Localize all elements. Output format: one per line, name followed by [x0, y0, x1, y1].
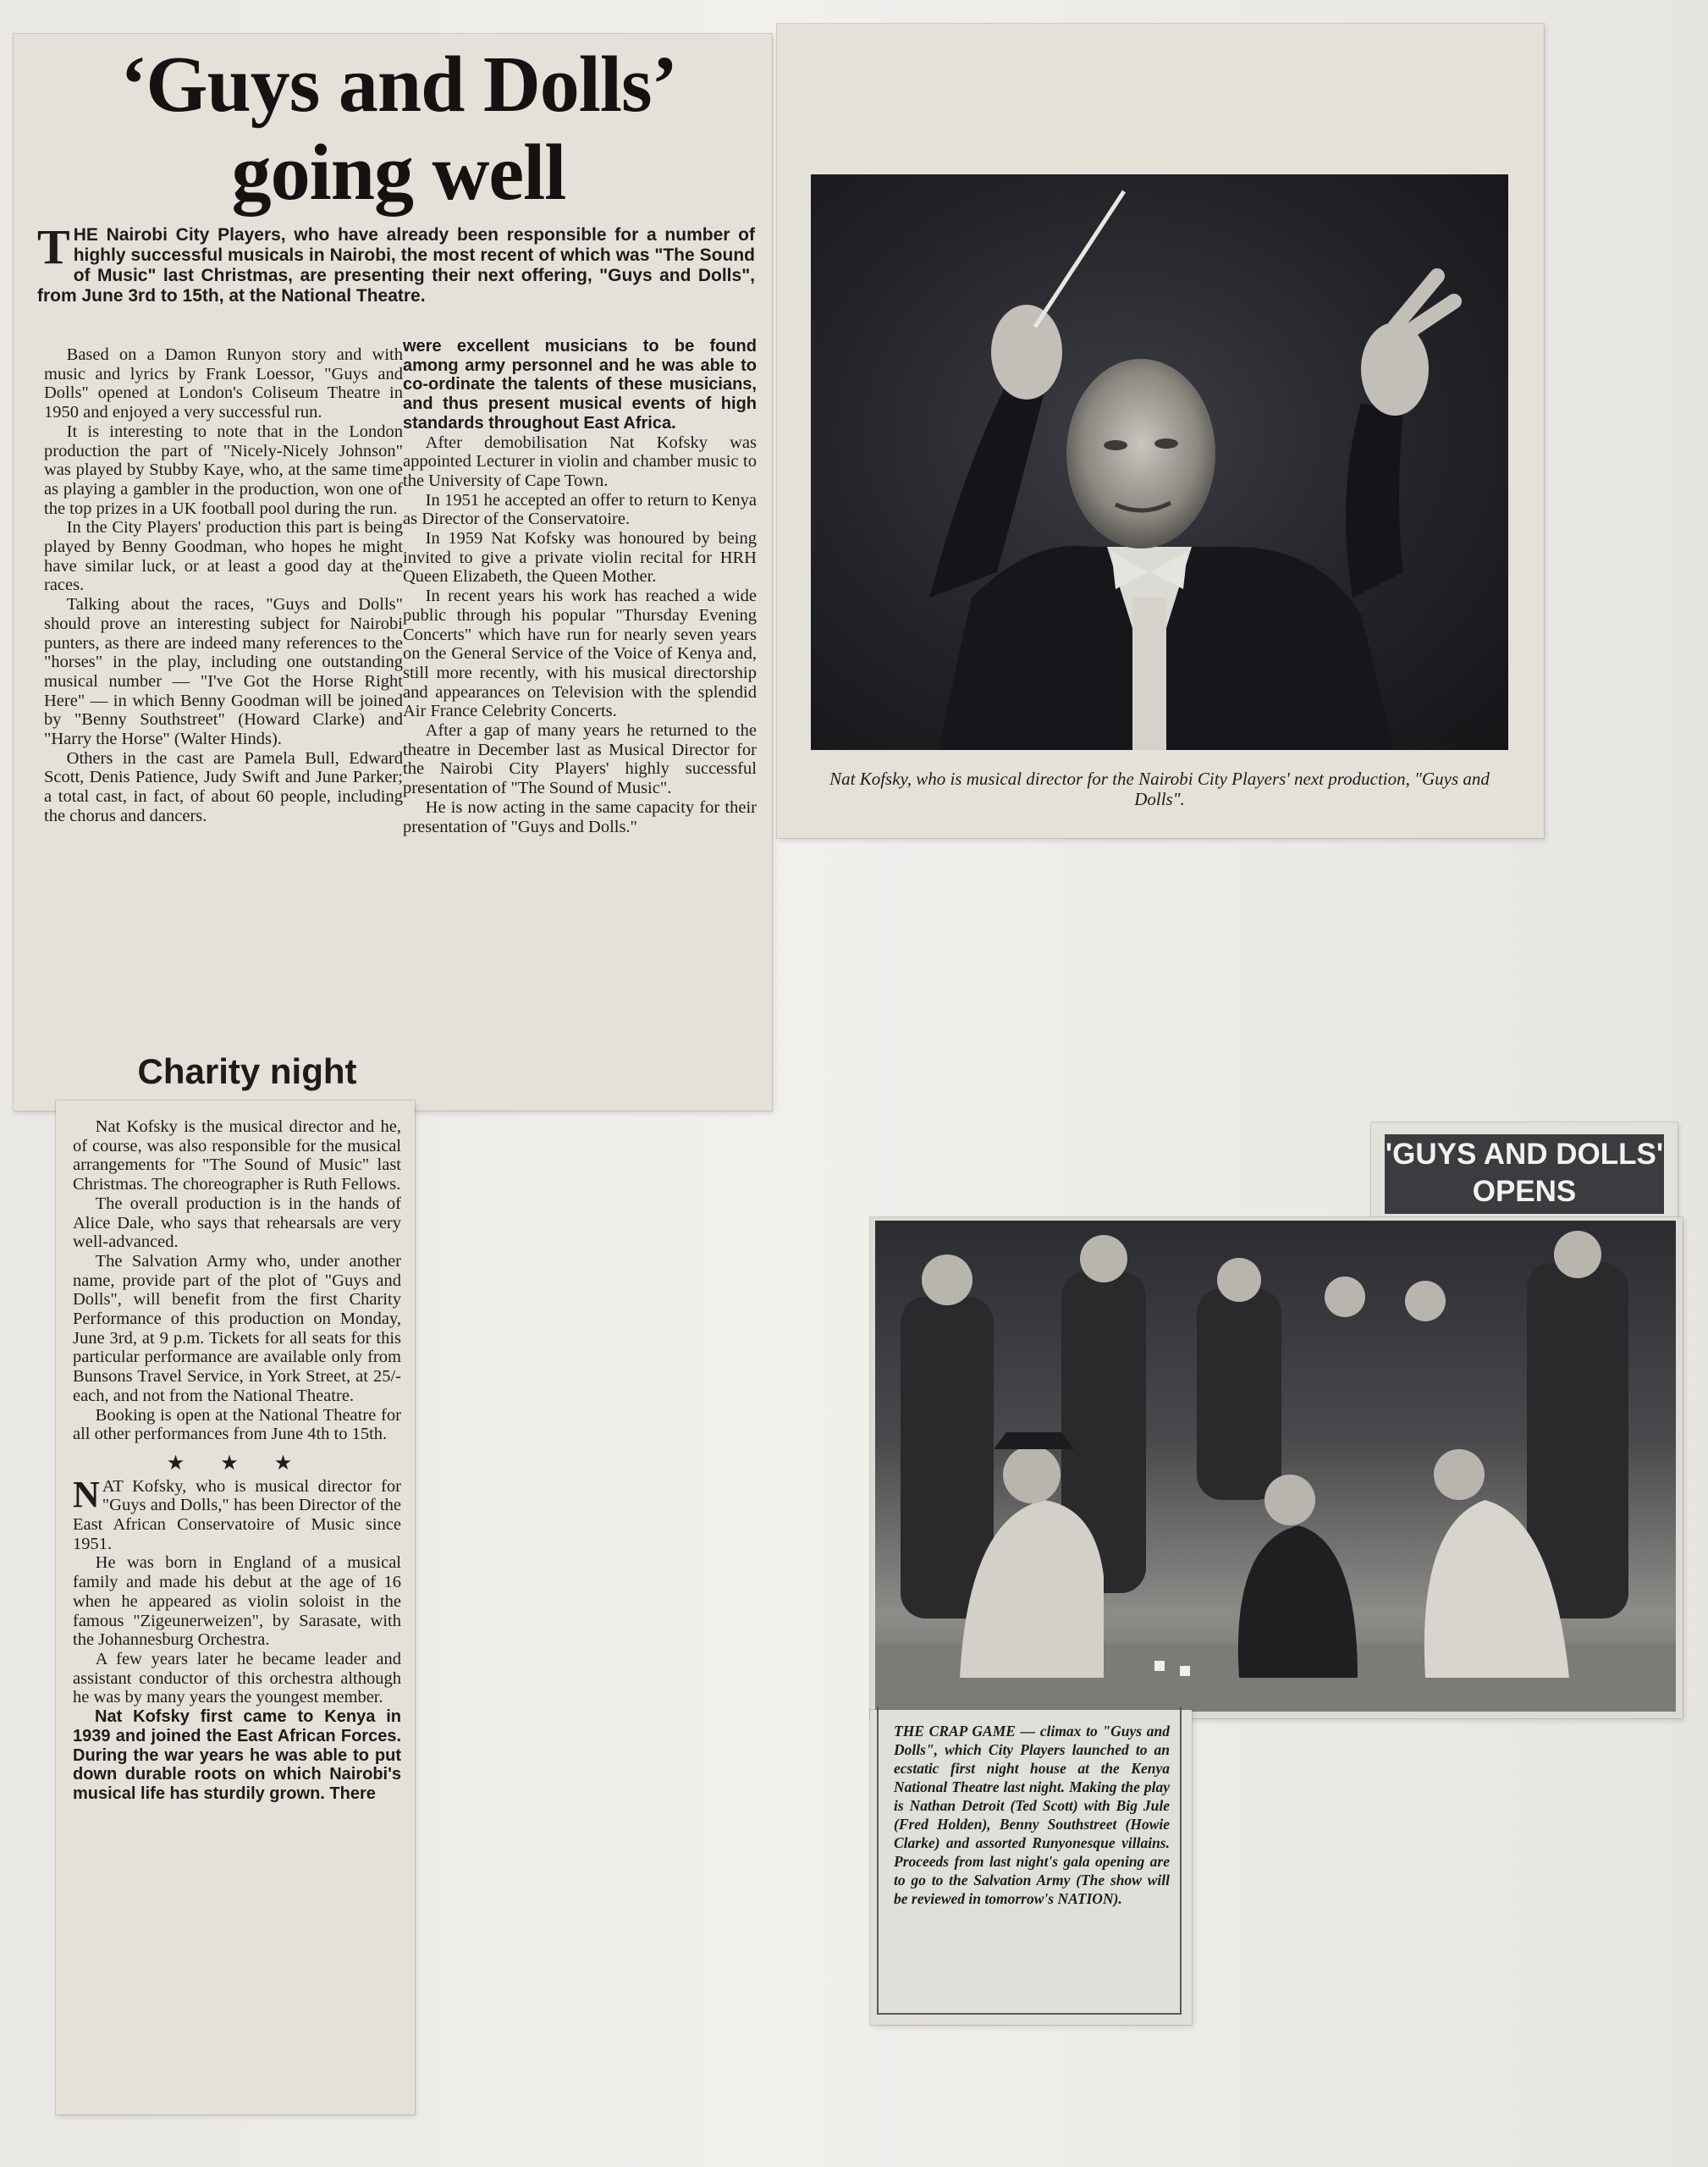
lead-dropcap: T: [37, 219, 70, 274]
paragraph: It is interesting to note that in the London production the part of "Nicely-Nicely Johnson" was played by Stubby Kaye, who, at the same time as playing a gambler in the production, won one of the top prizes in a UK football pool during the run.: [44, 422, 403, 518]
paragraph: After a gap of many years he returned to the theatre in December last as Musical Director for the Nairobi City Players' highly successful presentation of "The Sound of Music".: [403, 721, 757, 798]
article-column-3: [73, 1117, 401, 1804]
caption-border: [877, 1707, 1182, 2015]
paragraph: In 1959 Nat Kofsky was honoured by being invited to give a private violin recital for HRH Queen Elizabeth, the Queen Mother.: [403, 529, 757, 587]
paragraph: Based on a Damon Runyon story and with music and lyrics by Frank Loessor, "Guys and Dolls" opened at London's Coliseum Theatre in 1950 and enjoyed a very successful run.: [44, 345, 403, 422]
article-column-1: [44, 345, 403, 826]
paragraph: Talking about the races, "Guys and Dolls" should prove an interesting subject for Nairobi punters, as there are indeed many references to the "horses" in the play, including one outstanding musical number — "I've Got the Horse Right Here" — in which Benny Goodman will be joined by "Benny Southstreet" (Howard Clarke) and "Harry the Horse" (Walter Hinds).: [44, 595, 403, 749]
paragraph: The overall production is in the hands of Alice Dale, who says that rehearsals are very well-advanced.: [73, 1194, 401, 1252]
lead-text: HE Nairobi City Players, who have already been responsible for a number of highly successful musicals in Nairobi, the most recent of which was "The Sound of Music" last Christmas, are presenting their next offering, "Guys and Dolls", from June 3rd to 15th, at the National Theatre.: [37, 225, 755, 306]
headline-line-1: ‘Guys and Dolls’: [120, 41, 677, 129]
article-lead: [37, 219, 755, 306]
crap-game-illustration: [875, 1221, 1676, 1712]
opens-headline: 'GUYS AND DOLLS' OPENS: [1385, 1134, 1664, 1214]
paragraph: In recent years his work has reached a wide public through his popular "Thursday Evening Concerts" which have run for nearly seven years on the General Service of the Voice of Kenya and, still more recently, with his musical directorship and appearances on Television with the splendid Air France Celebrity Concerts.: [403, 587, 757, 721]
paragraph: In 1951 he accepted an offer to return to Kenya as Director of the Conservatoire.: [403, 490, 757, 529]
photo-clipping-crap-game: [870, 1217, 1683, 1718]
crap-game-caption: THE CRAP GAME — climax to "Guys and Dolls", which City Players launched to an ecstatic first night house at the Kenya National Theatre last night. Making the play is Nathan Detroit (Ted Scott) with Big Jule (Fred Holden), Benny Southstreet (Howie Clarke) and assorted Runyonesque villains. Proceeds from last night's gala opening are to go to the Salvation Army (The show will be reviewed in tomorrow's NATION).: [894, 1723, 1170, 1907]
photo-clipping-conductor: [777, 24, 1544, 838]
paragraph: Others in the cast are Pamela Bull, Edward Scott, Denis Patience, Judy Swift and June Parker; a total cast, in fact, of about 60 people, including the chorus and dancers.: [44, 748, 403, 825]
conductor-illustration: [811, 174, 1508, 750]
paragraph: After demobilisation Nat Kofsky was appointed Lecturer in violin and chamber music to the University of Cape Town.: [403, 433, 757, 490]
conductor-photo: [811, 174, 1508, 750]
article-headline: [47, 41, 750, 217]
opens-headline-clipping: [1371, 1122, 1678, 1222]
paragraph-bold: were excellent musicians to be found among army personnel and he was able to co-ordinate the talents of these musicians, and thus present musical events of high standards throughout East Africa.: [403, 337, 757, 433]
crap-game-caption-clipping: [870, 1710, 1192, 2025]
paragraph-bold: Nat Kofsky first came to Kenya in 1939 and joined the East African Forces. During the war years he was able to put down durable roots on which Nairobi's musical life has sturdily grown. There: [73, 1707, 401, 1803]
article-clipping-bottom: [56, 1100, 415, 2115]
paragraph-text: AT Kofsky, who is musical director for "Guys and Dolls," has been Director of the East African Conservatoire of Music since 1951.: [73, 1476, 401, 1553]
star-separator: ★ ★ ★: [166, 1452, 308, 1475]
dropcap-n: N: [73, 1473, 100, 1515]
article-clipping-top: [14, 34, 772, 1111]
article-column-2: [403, 337, 757, 836]
paragraph: The Salvation Army who, under another name, provide part of the plot of "Guys and Dolls", will benefit from the first Charity Performance of this production on Monday, June 3rd, at 9 p.m. Tickets for all seats for this particular performance are available only from Bunsons Travel Service, in York Street, at 25/- each, and not from the National Theatre.: [73, 1251, 401, 1405]
subheading-charity-night: Charity night: [137, 1051, 357, 1091]
paragraph: In the City Players' production this part is being played by Benny Goodman, who hopes he might have similar luck, or at least a good day at the races.: [44, 518, 403, 595]
headline-line-2: going well: [231, 129, 566, 217]
paragraph: [73, 1473, 401, 1554]
crap-game-photo: [875, 1221, 1676, 1712]
paragraph: Nat Kofsky is the musical director and he, of course, was also responsible for the musical arrangements for "The Sound of Music" last Christmas. The choreographer is Ruth Fellows.: [73, 1117, 401, 1194]
paragraph: He is now acting in the same capacity for their presentation of "Guys and Dolls.": [403, 797, 757, 836]
paragraph: A few years later he became leader and assistant conductor of this orchestra although he was by many years the youngest member.: [73, 1649, 401, 1707]
conductor-photo-caption: Nat Kofsky, who is musical director for the Nairobi City Players' next production, "Guys and Dolls".: [829, 769, 1490, 809]
paragraph: Booking is open at the National Theatre for all other performances from June 4th to 15th.: [73, 1405, 401, 1444]
paragraph: He was born in England of a musical family and made his debut at the age of 16 when he appeared as violin soloist in the famous "Zigeunerweizen", by Sarasate, with the Johannesburg Orchestra.: [73, 1553, 401, 1650]
